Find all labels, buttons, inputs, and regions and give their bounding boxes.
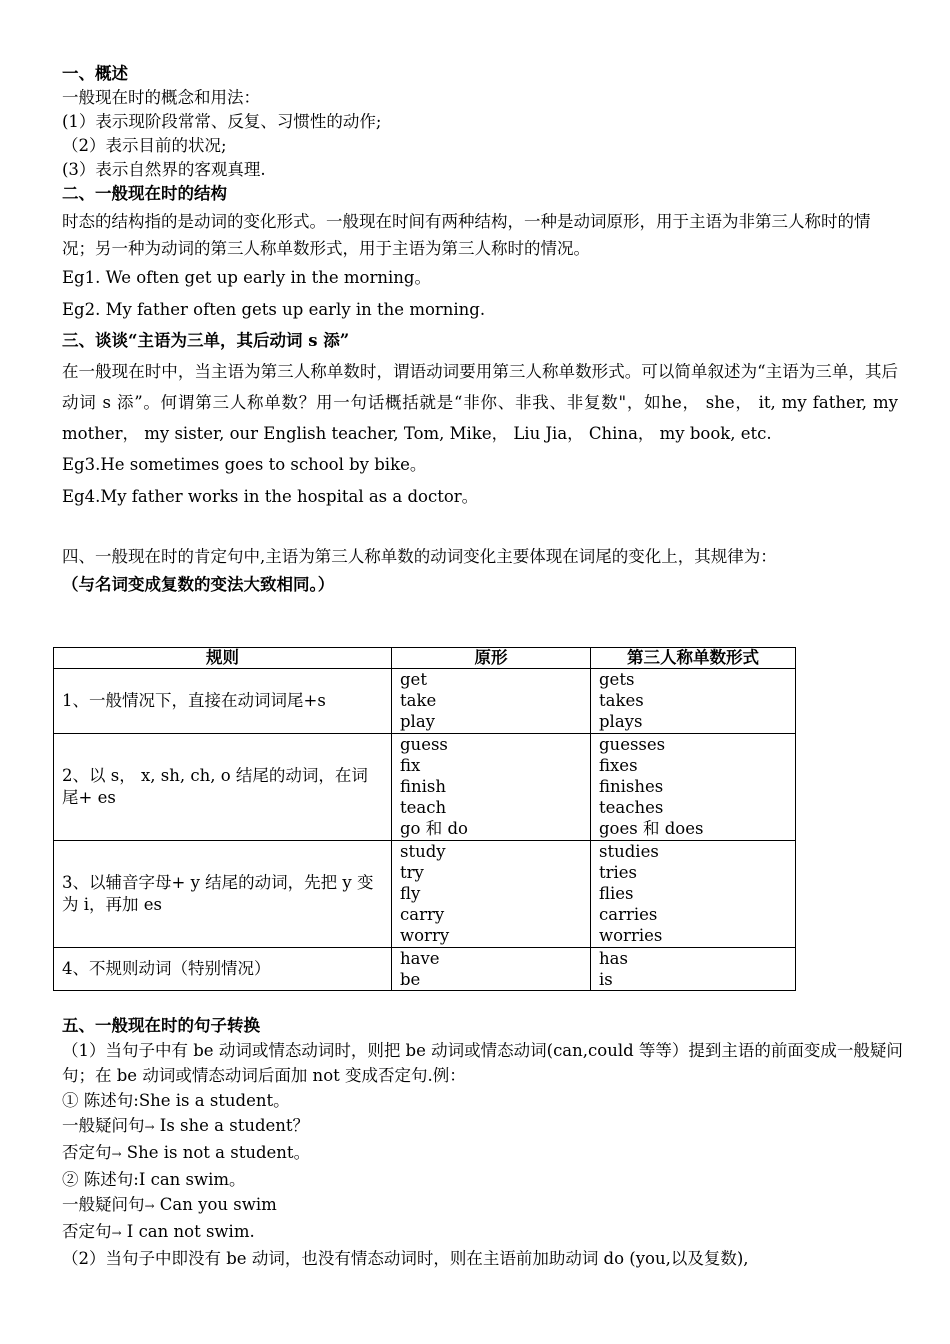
conjugation-rules-table xyxy=(53,647,796,991)
third-person-cell xyxy=(591,669,796,734)
section3-heading: 三、谈谈“主语为三单，其后动词 s 添” xyxy=(62,331,350,350)
arrow-icon: → xyxy=(144,1120,155,1134)
base-word: get xyxy=(400,670,427,689)
base-word: have xyxy=(400,948,440,968)
section1-point-2: （2）表示目前的状况; xyxy=(62,136,227,155)
example-label: ① 陈述句: xyxy=(62,1091,139,1110)
rule-cell: 1、一般情况下，直接在动词词尾+s xyxy=(54,669,392,734)
section1-point-3: (3）表示自然界的客观真理. xyxy=(62,160,266,179)
header-rule: 规则 xyxy=(54,648,392,669)
rule-cell: 4、不规则动词（特别情况） xyxy=(54,947,392,990)
third-person-word: flies xyxy=(599,884,634,904)
third-person-word: teaches xyxy=(599,798,664,818)
third-person-word: takes xyxy=(599,691,644,711)
example-3: Eg3.He sometimes goes to school by bike。 xyxy=(62,455,427,474)
third-person-word: fixes xyxy=(599,755,638,775)
base-word: play xyxy=(400,712,435,732)
example-4: Eg4.My father works in the hospital as a doctor。 xyxy=(62,487,479,506)
section1-intro: 一般现在时的概念和用法： xyxy=(62,88,260,107)
example-statement-1 xyxy=(62,1088,912,1113)
base-word: finish xyxy=(400,777,447,797)
base-word: carry xyxy=(400,905,445,925)
base-form-cell xyxy=(392,947,591,990)
example-statement-2 xyxy=(62,1167,912,1192)
document-page xyxy=(62,62,898,599)
third-person-word: goes 和 does xyxy=(599,819,704,839)
base-word: study xyxy=(400,841,446,861)
example-label: ② 陈述句: xyxy=(62,1170,139,1189)
third-person-cell xyxy=(591,840,796,947)
example-negative-1 xyxy=(62,1140,912,1167)
base-word: worry xyxy=(400,926,450,946)
third-person-word: worries xyxy=(599,926,663,946)
example-label: 否定句 xyxy=(62,1143,112,1162)
table-row xyxy=(54,947,796,990)
base-word: take xyxy=(400,691,437,711)
table-header-row xyxy=(54,648,796,669)
section2-paragraph: 时态的结构指的是动词的变化形式。一般现在时间有两种结构，一种是动词原形，用于主语为非第三人称时的情况；另一种为动词的第三人称单数形式，用于主语为第三人称时的情况。 xyxy=(62,212,871,258)
arrow-icon: → xyxy=(111,1226,122,1240)
example-label: 一般疑问句 xyxy=(62,1116,145,1135)
base-word: teach xyxy=(400,798,447,818)
example-label: 一般疑问句 xyxy=(62,1195,145,1214)
example-question-1 xyxy=(62,1113,912,1140)
example-1: Eg1. We often get up early in the morning。 xyxy=(62,268,431,287)
example-question-2 xyxy=(62,1192,912,1219)
example-2: Eg2. My father often gets up early in the morning. xyxy=(62,300,486,319)
example-text: She is a student。 xyxy=(138,1091,290,1110)
third-person-word: plays xyxy=(599,712,643,732)
rule-cell: 2、以 s， x, sh, ch, o 结尾的动词，在词尾+ es xyxy=(54,733,392,840)
section3-paragraph: 在一般现在时中，当主语为第三人称单数时，谓语动词要用第三人称单数形式。可以简单叙述为“主语为三单，其后动词 s 添”。何谓第三人称单数？用一句话概括就是“非你、非我、非复数"，如he， she， it, my father, my mother， my sister, our English teacher, Tom, Mike， Liu Jia， China， my book, etc. xyxy=(62,362,898,443)
header-base-form: 原形 xyxy=(392,648,591,669)
section5 xyxy=(62,1013,912,1271)
table-row xyxy=(54,840,796,947)
example-text: She is not a student。 xyxy=(121,1143,311,1162)
third-person-cell xyxy=(591,947,796,990)
third-person-word: guesses xyxy=(599,734,666,754)
third-person-word: studies xyxy=(599,841,659,861)
base-word: fly xyxy=(400,884,421,904)
base-word: fix xyxy=(400,755,421,775)
section5-rule-2: （2）当句子中即没有 be 动词，也没有情态动词时，则在主语前加助动词 do (you,以及复数), xyxy=(62,1249,749,1268)
third-person-word: finishes xyxy=(599,777,664,797)
third-person-word: is xyxy=(599,969,613,989)
base-word: be xyxy=(400,969,421,989)
section4-intro: 四、一般现在时的肯定句中,主语为第三人称单数的动词变化主要体现在词尾的变化上，其规律为： xyxy=(62,547,777,566)
base-form-cell xyxy=(392,669,591,734)
example-text: Can you swim xyxy=(154,1195,277,1214)
base-word: guess xyxy=(400,734,448,754)
third-person-word: has xyxy=(599,948,628,968)
arrow-icon: → xyxy=(111,1147,122,1161)
third-person-word: carries xyxy=(599,905,658,925)
third-person-word: gets xyxy=(599,670,635,689)
base-form-cell xyxy=(392,733,591,840)
third-person-cell xyxy=(591,733,796,840)
arrow-icon: → xyxy=(144,1199,155,1213)
table-row xyxy=(54,669,796,734)
section1-point-1: (1）表示现阶段常常、反复、习惯性的动作; xyxy=(62,112,382,131)
header-third-person: 第三人称单数形式 xyxy=(591,648,796,669)
rule-cell: 3、以辅音字母+ y 结尾的动词，先把 y 变为 i，再加 es xyxy=(54,840,392,947)
base-form-cell xyxy=(392,840,591,947)
section2-heading: 二、一般现在时的结构 xyxy=(62,184,227,203)
section1-heading: 一、概述 xyxy=(62,64,128,83)
example-label: 否定句 xyxy=(62,1222,112,1241)
base-word: try xyxy=(400,862,424,882)
example-text: I can swim。 xyxy=(138,1170,246,1189)
example-text: I can not swim. xyxy=(121,1222,255,1241)
section4-note: （与名词变成复数的变法大致相同。） xyxy=(62,575,335,594)
base-word: go 和 do xyxy=(400,819,468,839)
table-row xyxy=(54,733,796,840)
third-person-word: tries xyxy=(599,862,638,882)
example-text: Is she a student？ xyxy=(154,1116,310,1135)
section5-rule-1: （1）当句子中有 be 动词或情态动词时，则把 be 动词或情态动词(can,could 等等）提到主语的前面变成一般疑问句；在 be 动词或情态动词后面加 not 变成否定句.例： xyxy=(62,1041,903,1085)
example-negative-2 xyxy=(62,1219,912,1246)
section5-heading: 五、一般现在时的句子转换 xyxy=(62,1016,260,1035)
